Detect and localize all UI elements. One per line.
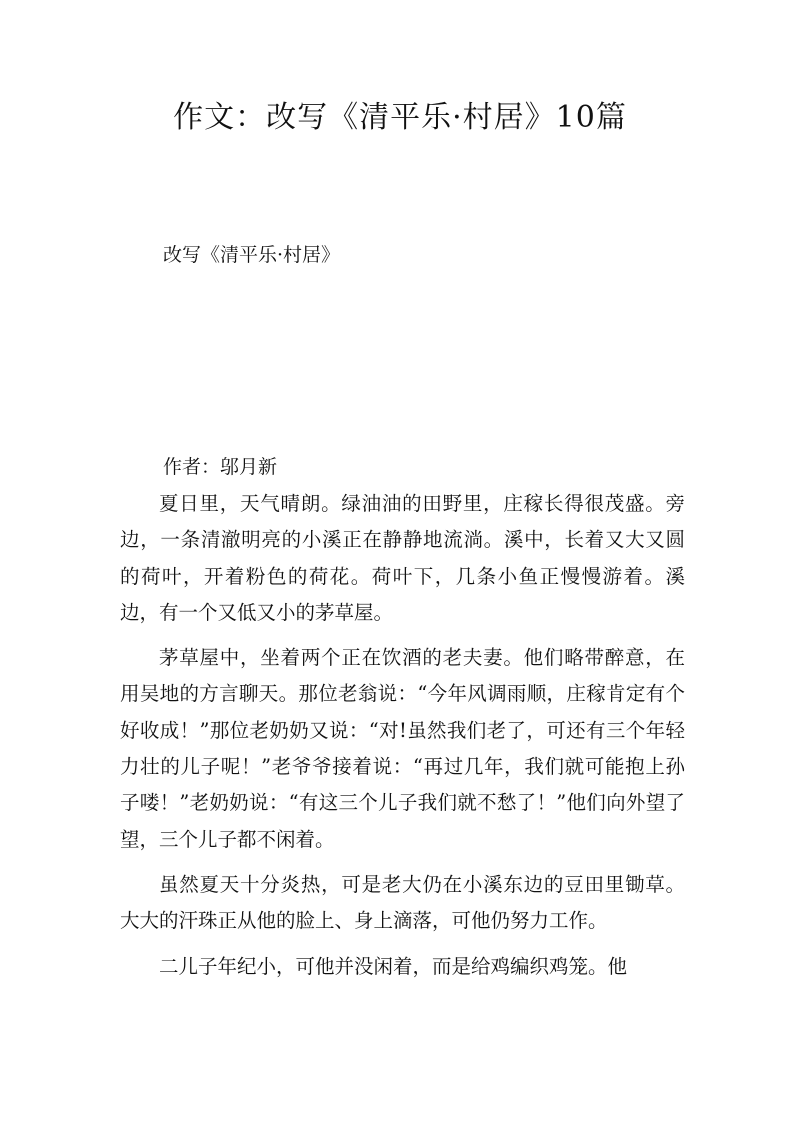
author-line: 作者：邬月新 — [163, 456, 278, 478]
paragraph: 二儿子年纪小，可他并没闲着，而是给鸡编织鸡笼。他 — [159, 954, 628, 978]
paragraph: 夏日里，天气晴朗。绿油油的田野里，庄稼长得很茂盛。旁边，一条清澈明亮的小溪正在静静地流淌。溪中，长着又大又圆的荷叶，开着粉色的荷花。荷叶下，几条小鱼正慢慢游着。溪边，有一个又低又小的茅草屋。 — [120, 492, 685, 624]
document-title: 作文：改写《清平乐·村居》10篇 — [173, 100, 627, 135]
paragraph: 茅草屋中，坐着两个正在饮酒的老夫妻。他们略带醉意，在用吴地的方言聊天。那位老翁说：“今年风调雨顺，庄稼肯定有个好收成！”那位老奶奶又说：“对!虽然我们老了，可还有三个年轻力壮的儿子呢！”老爷爷接着说：“再过几年，我们就可能抱上孙子喽！”老奶奶说：“有这三个儿子我们就不愁了！”他们向外望了望，三个儿子都不闲着。 — [120, 646, 685, 851]
essay-body — [120, 486, 685, 994]
essay-title: 改写《清平乐·村居》 — [163, 244, 341, 266]
paragraph: 虽然夏天十分炎热，可是老大仍在小溪东边的豆田里锄草。大大的汗珠正从他的脸上、身上滴落，可他仍努力工作。 — [120, 872, 685, 933]
